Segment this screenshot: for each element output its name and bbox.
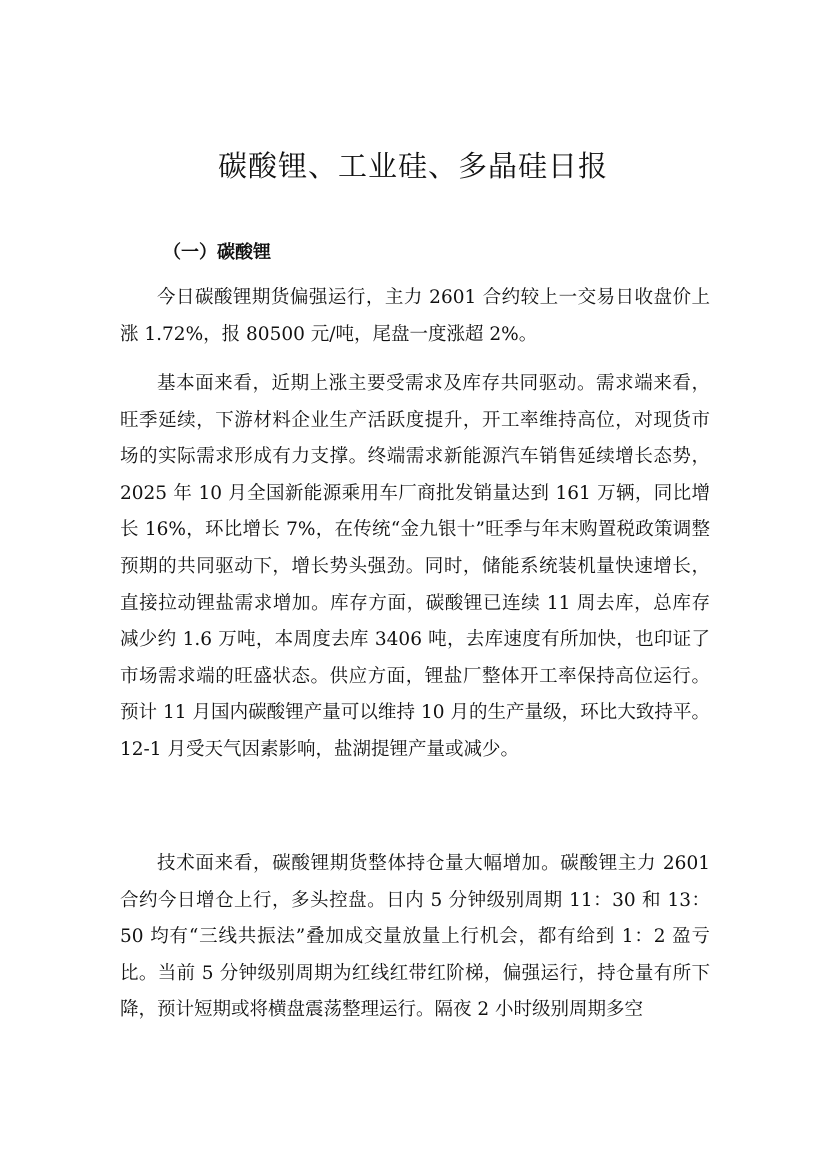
report-title: 碳酸锂、工业硅、多晶硅日报 xyxy=(217,149,608,183)
section-heading-lithium-carbonate: （一）碳酸锂 xyxy=(163,242,271,263)
paragraph-technicals: 技术面来看，碳酸锂期货整体持仓量大幅增加。碳酸锂主力 2601 合约今日增仓上行，多头控盘。日内 5 分钟级别周期 11：30 和 13：50 均有“三线共振法”叠加成交量放量上行机会，都有给到 1：2 盈亏比。当前 5 分钟级别周期为红线红带红阶梯，偏强运行，持仓量有所下降，预计短期或将横盘震荡整理运行。隔夜 2 小时级别周期多空 xyxy=(120,853,710,1021)
paragraph-price-summary: 今日碳酸锂期货偏强运行，主力 2601 合约较上一交易日收盘价上涨 1.72%，报 80500 元/吨，尾盘一度涨超 2%。 xyxy=(120,287,710,345)
paragraph-fundamentals: 基本面来看，近期上涨主要受需求及库存共同驱动。需求端来看，旺季延续，下游材料企业生产活跃度提升，开工率维持高位，对现货市场的实际需求形成有力支撑。终端需求新能源汽车销售延续增长态势，2025 年 10 月全国新能源乘用车厂商批发销量达到 161 万辆，同比增长 16%，环比增长 7%，在传统“金九银十”旺季与年末购置税政策调整预期的共同驱动下，增长势头强劲。同时，储能系统装机量快速增长，直接拉动锂盐需求增加。库存方面，碳酸锂已连续 11 周去库，总库存减少约 1.6 万吨，本周度去库 3406 吨，去库速度有所加快，也印证了市场需求端的旺盛状态。供应方面，锂盐厂整体开工率保持高位运行。预计 11 月国内碳酸锂产量可以维持 10 月的生产量级，环比大致持平。12-1 月受天气因素影响，盐湖提锂产量或减少。 xyxy=(120,373,710,760)
